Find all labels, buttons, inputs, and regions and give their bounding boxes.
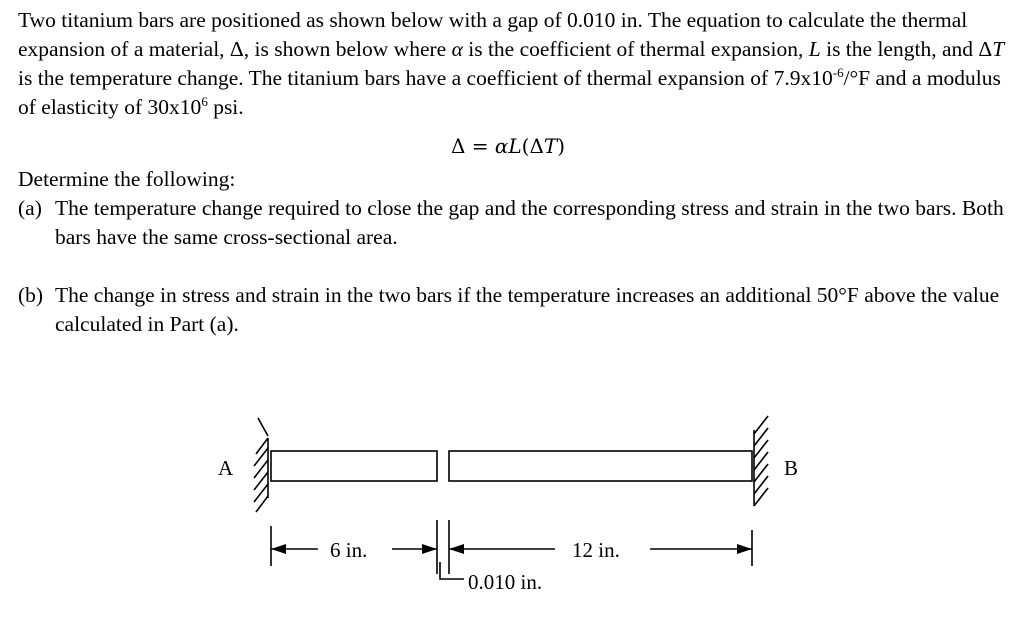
gap-leader-line <box>440 562 464 579</box>
arrowhead-12in-right <box>737 544 752 554</box>
arrowhead-6in-right <box>422 544 437 554</box>
right-wall-support <box>754 416 768 506</box>
left-bar <box>271 451 437 481</box>
determine-heading: Determine the following: <box>18 167 236 191</box>
part-b-label: (b) <box>18 283 44 307</box>
part-b-text: The change in stress and strain in the two bars if the temperature increases an additional 50°F above the value calculated in Part (a). <box>55 283 1000 336</box>
support-b-label: B <box>784 456 799 480</box>
arrowhead-6in-left <box>271 544 286 554</box>
problem-intro: Two titanium bars are positioned as shown below with a gap of 0.010 in. The equation to calculate the thermal expansion of a material, Δ, is shown below where α is the coefficient of thermal expansion, L is the length, and ΔT is the temperature change. The titanium bars have a coefficient of thermal expansion of $7.9x10^{-6}/^\circ F$ and a modulus of elasticity of $30x10^6$ psi. <box>18 8 1005 119</box>
gap-dimension-label: 0.010 in. <box>468 570 543 594</box>
part-a-text: The temperature change required to close the gap and the corresponding stress and strain in the two bars. Both bars have the same cross-sectional area. <box>55 196 1004 249</box>
arrowhead-12in-left <box>449 544 464 554</box>
support-a-label: A <box>218 456 234 480</box>
left-bar-length-label: 6 in. <box>330 538 368 562</box>
part-a-label: (a) <box>18 196 42 220</box>
thermal-expansion-equation: Δ = αL(ΔT) <box>450 134 566 158</box>
right-bar <box>449 451 752 481</box>
left-wall-support <box>254 418 268 512</box>
right-bar-length-label: 12 in. <box>572 538 620 562</box>
